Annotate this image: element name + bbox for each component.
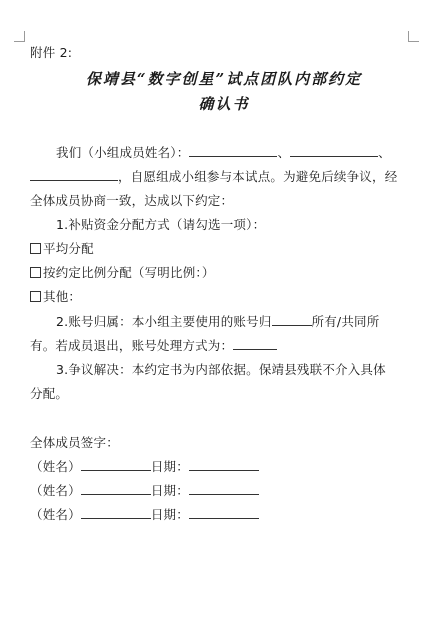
sign-date-blank-3: [189, 506, 259, 519]
intro-line-1: [56, 144, 391, 162]
intro-line-3: 全体成员协商一致，达成以下约定：: [30, 193, 234, 208]
option-other-label: 其他：: [43, 289, 82, 304]
checkbox-other[interactable]: [30, 291, 41, 302]
item2-text-a: 2.账号归属：本小组主要使用的账号归: [56, 314, 272, 329]
checkbox-equal[interactable]: [30, 243, 41, 254]
signature-row-3: [30, 506, 259, 524]
item1-title: 1.补贴资金分配方式（请勾选一项）：: [56, 217, 266, 232]
signature-label: 全体成员签字：: [30, 435, 119, 450]
member-name-blank-3: [30, 168, 118, 181]
option-equal-label: 平均分配: [43, 241, 94, 256]
checkbox-ratio[interactable]: [30, 267, 41, 278]
sign-date-blank-1: [189, 458, 259, 471]
separator-2: 、: [378, 145, 391, 160]
sign-date-label: 日期：: [150, 459, 189, 474]
attachment-label: 附件 2:: [30, 45, 73, 60]
sign-name-blank-3: [81, 506, 151, 519]
signature-row-2: [30, 482, 259, 500]
item2-line-1: [56, 313, 379, 331]
sign-name-label: （姓名）: [30, 483, 81, 498]
sign-date-label: 日期：: [150, 483, 189, 498]
sign-name-label: （姓名）: [30, 507, 81, 522]
sign-name-blank-1: [81, 458, 151, 471]
intro-line-2: [30, 168, 397, 186]
option-other: [30, 288, 81, 306]
item2-text-c: 有。若成员退出，账号处理方式为：: [30, 338, 234, 353]
account-handling-blank: [233, 337, 277, 350]
item2-text-b: 所有/共同所: [311, 314, 380, 329]
member-name-blank-1: [189, 144, 277, 157]
item3-line-1: 3.争议解决：本约定书为内部依据。保靖县残联不介入具体: [56, 362, 386, 377]
option-ratio-label: 按约定比例分配（写明比例：）: [43, 265, 215, 280]
member-name-blank-2: [290, 144, 378, 157]
document-title: 保靖县“数字创星”试点团队内部约定: [85, 70, 363, 88]
document-title-line2: 确认书: [198, 95, 250, 113]
sign-name-label: （姓名）: [30, 459, 81, 474]
item3-line-2: 分配。: [30, 386, 69, 401]
sign-date-blank-2: [189, 482, 259, 495]
margin-corner-mark-left: [14, 31, 25, 42]
separator-1: 、: [277, 145, 291, 160]
intro-label: 我们（小组成员姓名）：: [56, 145, 190, 160]
option-ratio: [30, 264, 215, 282]
sign-name-blank-2: [81, 482, 151, 495]
account-owner-blank: [272, 313, 312, 326]
item2-line-2: [30, 337, 277, 355]
signature-row-1: [30, 458, 259, 476]
margin-corner-mark-right: [408, 31, 419, 42]
sign-date-label: 日期：: [150, 507, 189, 522]
intro-tail: ，自愿组成小组参与本试点。为避免后续争议，经: [118, 169, 398, 184]
option-equal: [30, 240, 94, 258]
